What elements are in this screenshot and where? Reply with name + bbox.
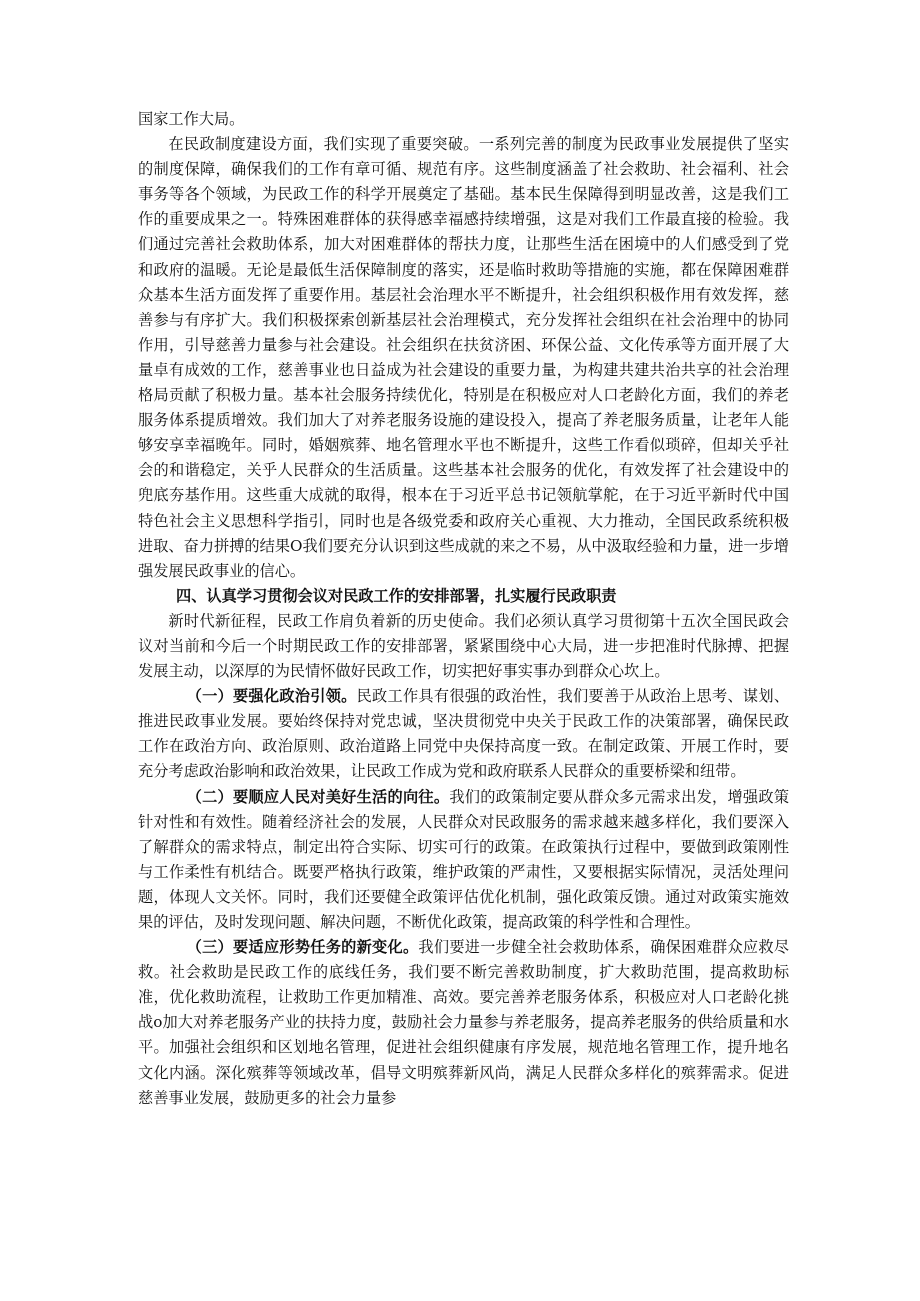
system-building-paragraph: 在民政制度建设方面，我们实现了重要突破。一系列完善的制度为民政事业发展提供了坚实的制度保障，确保我们的工作有章可循、规范有序。这些制度涵盖了社会救助、社会福利、社会事务等各个领域，为民政工作的科学开展奠定了基础。基本民生保障得到明显改善，这是我们工作的重要成果之一。特殊困难群体的获得感幸福感持续增强，这是对我们工作最直接的检验。我们通过完善社会救助体系，加大对困难群体的帮扶力度，让那些生活在困境中的人们感受到了党和政府的温暖。无论是最低生活保障制度的落实，还是临时救助等措施的实施，都在保障困难群众基本生活方面发挥了重要作用。基层社会治理水平不断提升，社会组织积极作用有效发挥，慈善参与有序扩大。我们积极探索创新基层社会治理模式，充分发挥社会组织在社会治理中的协同作用，引导慈善力量参与社会建设。社会组织在扶贫济困、环保公益、文化传承等方面开展了大量卓有成效的工作，慈善事业也日益成为社会建设的重要力量，为构建共建共治共享的社会治理格局贡献了积极力量。基本社会服务持续优化，特别是在积极应对人口老龄化方面，我们的养老服务体系提质增效。我们加大了对养老服务设施的建设投入，提高了养老服务质量，让老年人能够安享幸福晚年。同时，婚姻殡葬、地名管理水平也不断提升，这些工作看似琐碎，但却关乎社会的和谐稳定，关乎人民群众的生活质量。这些基本社会服务的优化，有效发挥了社会建设中的兜底夯基作用。这些重大成就的取得，根本在于习近平总书记领航掌舵，在于习近平新时代中国特色社会主义思想科学指引，同时也是各级党委和政府关心重视、大力推动，全国民政系统积极进取、奋力拼搏的结果O我们要充分认识到这些成就的来之不易，从中汲取经验和力量，进一步增强发展民政事业的信心。 — [138, 135, 789, 580]
item-2-paragraph — [138, 785, 789, 936]
new-era-paragraph: 新时代新征程，民政工作肩负着新的历史使命。我们必须认真学习贯彻第十五次全国民政会议对当前和今后一个时期民政工作的安排部署，紧紧围绕中心大局，进一步把准时代脉搏、把握发展主动，以深厚的为民情怀做好民政工作，切实把好事实事办到群众心坎上。 — [138, 611, 789, 681]
intro-tail-paragraph: 国家工作大局。 — [138, 110, 245, 128]
item-1-body: 民政工作具有很强的政治性，我们要善于从政治上思考、谋划、推进民政事业发展。要始终保持对党忠诚，坚决贯彻党中央关于民政工作的决策部署，确保民政工作在政治方向、政治原则、政治道路上同党中央保持高度一致。在制定政策、开展工作时，要充分考虑政治影响和政治效果，让民政工作成为党和政府联系人民群众的重要桥梁和纽带。 — [138, 687, 790, 781]
item-2-body: 我们的政策制定要从群众多元需求出发，增强政策针对性和有效性。随着经济社会的发展，人民群众对民政服务的需求越来越多样化，我们要深入了解群众的需求特点，制定出符合实际、切实可行的政策。在政策执行过程中，要做到政策刚性与工作柔性有机结合。既要严格执行政策，维护政策的严肃性，又要根据实际情况，灵活处理问题，体现人文关怀。同时，我们还要健全政策评估优化机制，强化政策反馈。通过对政策实施效果的评估，及时发现问题、解决问题，不断优化政策，提高政策的科学性和合理性。 — [138, 787, 790, 931]
item-3-paragraph — [138, 935, 789, 1111]
item-3-lead: （三）要适应形势任务的新变化。 — [186, 938, 419, 957]
item-2-lead: （二）要顺应人民对美好生活的向往。 — [186, 787, 450, 806]
section-heading: 四、认真学习贯彻会议对民政工作的安排部署，扎实履行民政职责 — [176, 586, 617, 605]
document-page — [138, 107, 789, 1111]
item-1-lead: （一）要强化政治引领。 — [186, 687, 357, 706]
item-3-body: 我们要进一步健全社会救助体系，确保困难群众应救尽救。社会救助是民政工作的底线任务，我们要不断完善救助制度，扩大救助范围，提高救助标准，优化救助流程，让救助工作更加精准、高效。要完善养老服务体系，积极应对人口老龄化挑战o加大对养老服务产业的扶持力度，鼓励社会力量参与养老服务，提高养老服务的供给质量和水平。加强社会组织和区划地名管理，促进社会组织健康有序发展，规范地名管理工作，提升地名文化内涵。深化殡葬等领域改革，倡导文明殡葬新风尚，满足人民群众多样化的殡葬需求。促进慈善事业发展，鼓励更多的社会力量参 — [138, 938, 790, 1107]
item-1-paragraph — [138, 684, 789, 784]
